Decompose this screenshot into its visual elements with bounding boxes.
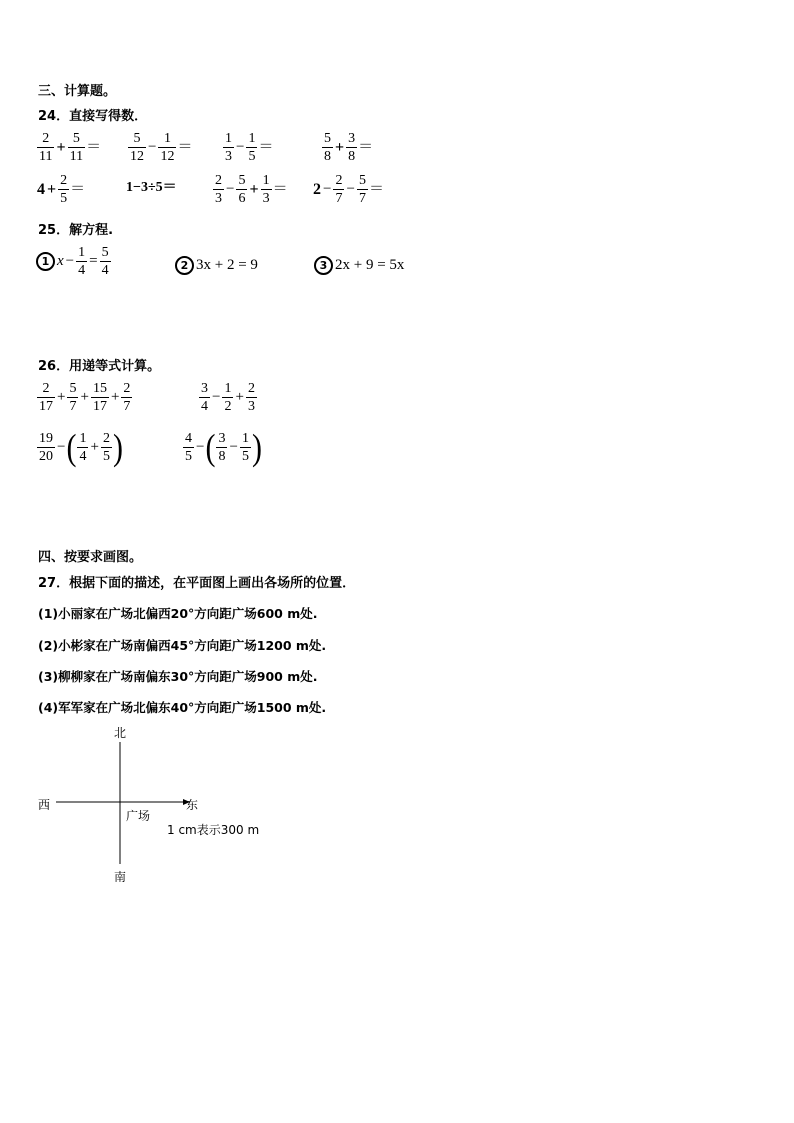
fraction: $\frac{2}{17}$ <box>39 381 53 414</box>
north-label: 北 <box>114 726 127 740</box>
q26-expression-3: $\frac{19}{20}$ −( $\frac{1}{4}$ + $\frac{2}{5}$ ) <box>39 426 123 468</box>
fraction: $\frac{5}{11}$ <box>69 131 84 164</box>
fraction: $\frac{15}{17}$ <box>92 381 107 414</box>
fraction: $\frac{2}{3}$ <box>247 381 255 414</box>
section-3-heading: 三、计算题。 <box>38 84 117 99</box>
fraction: $\frac{2}{5}$ <box>60 173 68 206</box>
question-25-title: 25．解方程. <box>38 223 114 238</box>
fraction: $\frac{3}{8}$ <box>218 431 226 464</box>
east-label: 东 <box>186 798 199 812</box>
fraction: $\frac{1}{3}$ <box>225 131 232 164</box>
q26-expression-2: $\frac{3}{4}$ − $\frac{1}{2}$ + $\frac{2}{3}$ <box>201 381 255 414</box>
fraction: $\frac{1}{5}$ <box>241 431 249 464</box>
fraction: $\frac{5}{7}$ <box>69 381 77 414</box>
fraction: $\frac{1}{4}$ <box>79 431 87 464</box>
scale-label: 1 cm表示300 m <box>167 823 260 837</box>
q27-item-3: (3)柳柳家在广场南偏东30°方向距广场900 m处. <box>38 669 318 684</box>
fraction: $\frac{5}{8}$ <box>324 131 331 164</box>
fraction: $\frac{2}{5}$ <box>102 431 110 464</box>
q25-equation-3: 3 2x + 9 = 5x <box>314 256 405 275</box>
fraction: $\frac{2}{3}$ <box>215 173 222 206</box>
west-label: 西 <box>38 798 51 812</box>
question-24-title: 24．直接写得数． <box>38 109 148 124</box>
q27-item-1: (1)小丽家在广场北偏西20°方向距广场600 m处. <box>38 606 318 621</box>
q24-expression-4: $\frac{5}{8}$ + $\frac{3}{8}$ ＝ <box>324 131 374 164</box>
fraction: $\frac{2}{11}$ <box>39 131 53 164</box>
q24-expression-2: $\frac{5}{12}$ − $\frac{1}{12}$ ＝ <box>130 131 193 164</box>
q24-expression-3: $\frac{1}{3}$ − $\frac{1}{5}$ ＝ <box>225 131 274 164</box>
fraction: $\frac{5}{12}$ <box>130 131 144 164</box>
question-27-title: 27．根据下面的描述，在平面图上画出各场所的位置． <box>38 576 356 591</box>
question-26-title: 26．用递等式计算。 <box>38 359 161 374</box>
q25-equation-2: 2 3x + 2 = 9 <box>175 256 259 275</box>
q26-expression-4: $\frac{4}{5}$ −( $\frac{3}{8}$ − $\frac{1}{5}$ ) <box>185 426 262 468</box>
fraction: $\frac{1}{12}$ <box>160 131 175 164</box>
q26-expression-1: $\frac{2}{17}$ + $\frac{5}{7}$ + $\frac{15}{17}$ + $\frac{2}{7}$ <box>39 381 131 414</box>
fraction: $\frac{2}{7}$ <box>335 173 343 206</box>
section-4-heading: 四、按要求画图。 <box>38 550 143 565</box>
fraction: $\frac{1}{5}$ <box>248 131 256 164</box>
q27-item-4: (4)军军家在广场北偏东40°方向距广场1500 m处. <box>38 700 327 715</box>
circled-number: 1 <box>36 252 55 271</box>
fraction: $\frac{19}{20}$ <box>39 431 53 464</box>
fraction: $\frac{4}{5}$ <box>185 431 192 464</box>
fraction: $\frac{3}{8}$ <box>348 131 356 164</box>
south-label: 南 <box>114 870 127 884</box>
q25-equation-1: 1 x − $\frac{1}{4}$ = $\frac{5}{4}$ <box>36 244 112 279</box>
fraction: $\frac{1}{3}$ <box>262 173 270 206</box>
fraction: $\frac{5}{6}$ <box>238 173 246 206</box>
fraction: $\frac{1}{4}$ <box>78 245 86 278</box>
circled-number: 2 <box>175 256 194 275</box>
q24-expression-1: $\frac{2}{11}$ + $\frac{5}{11}$ ＝ <box>39 131 102 164</box>
q24-expression-8: 2 − $\frac{2}{7}$ − $\frac{5}{7}$ ＝ <box>313 173 384 206</box>
fraction: $\frac{2}{7}$ <box>123 381 131 414</box>
fraction: $\frac{5}{4}$ <box>101 245 109 278</box>
q24-expression-5: 4 + $\frac{2}{5}$ ＝ <box>37 173 86 206</box>
fraction: $\frac{5}{7}$ <box>358 173 366 206</box>
plaza-label: 广场 <box>126 809 151 823</box>
q27-item-2: (2)小彬家在广场南偏西45°方向距广场1200 m处. <box>38 638 327 653</box>
fraction: $\frac{3}{4}$ <box>201 381 208 414</box>
q24-expression-7: $\frac{2}{3}$ − $\frac{5}{6}$ + $\frac{1}{3}$ ＝ <box>215 173 288 206</box>
fraction: $\frac{1}{2}$ <box>224 381 232 414</box>
circled-number: 3 <box>314 256 333 275</box>
q24-expression-6: 1−3÷5＝ <box>126 180 177 195</box>
